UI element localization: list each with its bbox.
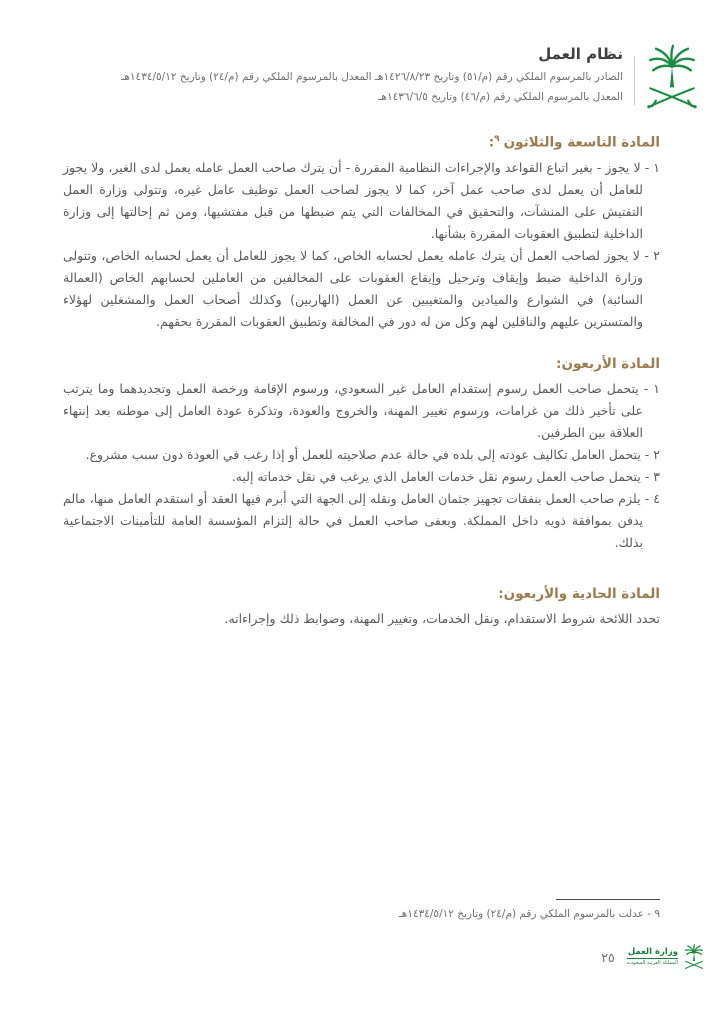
article-40-heading: المادة الأربعون: — [556, 355, 660, 372]
item-text: يتحمل صاحب العمل رسوم إستقدام العامل غير السعودي، ورسوم الإقامة ورخصة العمل وتجديدهما وما يترتب على تأخير ذلك من غرامات، ورسوم تغيير المهنة، والخروج والعودة، وتذكرة عودة العامل إلى موطنه بعد إنتهاء العلاقة بين الطرفين. — [63, 380, 643, 440]
article-40-item-2 — [63, 444, 660, 466]
ministry-of-labor-logo — [627, 944, 705, 970]
ministry-text — [627, 947, 678, 967]
document-header — [63, 45, 623, 107]
footnote-divider — [556, 899, 660, 900]
article-39-heading-text: المادة التاسعة والثلاثون — [503, 134, 660, 151]
ministry-name: وزارة العمل — [627, 947, 678, 957]
item-text: يتحمل العامل تكاليف عودته إلى بلده في حالة عدم صلاحيته للعمل أو إذا رغب في العودة دون سبب مشروع. — [85, 446, 641, 462]
saudi-emblem-icon — [643, 44, 701, 110]
item-text: يلزم صاحب العمل بنفقات تجهيز جثمان العامل ونقله إلى الجهة التي أبرم فيها العقد أو استقدم العامل منها، مالم يدفن بموافقة ذويه داخل المملكة. ويعفى صاحب العمل في حالة إلتزام المؤسسة العامة للتأمينات الاجتماعية بذلك. — [63, 490, 643, 550]
item-number: ١ - — [640, 159, 660, 175]
article-39-heading — [63, 129, 660, 153]
header-divider — [634, 56, 635, 105]
ministry-subtitle: المملكة العربية السعودية — [626, 960, 678, 966]
law-title: نظام العمل — [538, 45, 623, 63]
article-39-footnote-ref: ٩ — [494, 134, 500, 144]
article-39-item-1 — [63, 157, 660, 245]
footnote-area — [63, 899, 660, 922]
footnote-text: ٩ - عدلت بالمرسوم الملكي رقم (م/٢٤) وتاريخ ١٤٣٤/٥/١٢هـ — [398, 908, 660, 920]
item-number: ٤ - — [640, 490, 660, 506]
article-40-item-4 — [63, 488, 660, 554]
page-footer — [601, 944, 705, 970]
article-41-heading: المادة الحادية والأربعون: — [498, 585, 660, 602]
item-text: لا يجوز لصاحب العمل أن يترك عامله يعمل لحسابه الخاص، كما لا يجوز للعامل أن يعمل لحسابه الخاص، وتتولى وزارة الداخلية ضبط وإيقاف وترحيل وإيقاع العقوبات على المخالفين من العاملين لحسابهم الخاص (العمالة السائبة) في الشوارع والميادين والمتغيبين عن العمل (الهاربين) وكذلك أصحاب العمل والمشغلين لهؤلاء والمتسترين عليهم والناقلين لهم وكل من له دور في المخالفة وتطبيق العقوبات المقررة بحقهم. — [63, 247, 643, 329]
article-40-item-1 — [63, 378, 660, 444]
ministry-emblem-icon — [683, 944, 705, 970]
royal-decree-line-1: الصادر بالمرسوم الملكي رقم (م/٥١) وتاريخ ١٤٢٦/٨/٢٣هـ المعدل بالمرسوم الملكي رقم (م/٢٤) وتاريخ ١٤٣٤/٥/١٢هـ — [121, 71, 623, 83]
item-text: لا يجوز - بغير اتباع القواعد والإجراءات النظامية المقررة - أن يترك صاحب العمل عامله يعمل لدى الغير، ولا يجوز للعامل أن يعمل لدى صاحب عمل آخر، كما لا يجوز لصاحب العمل توظيف عامل غيره، وتتولى وزارة العمل التفتيش على المنشآت، والتحقيق في المخالفات التي يتم ضبطها من قبل مفتشيها، ومن ثم إحالتها إلى وزارة الداخلية لتطبيق العقوبات المقررة بشأنها. — [63, 159, 643, 241]
item-number: ٣ - — [640, 468, 660, 484]
law-articles-section — [63, 129, 660, 630]
item-number: ٢ - — [639, 247, 660, 263]
article-39-item-2 — [63, 245, 660, 333]
article-39-heading-colon: : — [488, 134, 495, 151]
item-number: ٢ - — [640, 446, 660, 462]
article-41-body: تحدد اللائحة شروط الاستقدام، ونقل الخدمات، وتغيير المهنة، وضوابط ذلك وإجراءاته. — [224, 610, 660, 626]
article-40-item-3 — [63, 466, 660, 488]
item-number: ١ - — [638, 380, 660, 396]
item-text: يتحمل صاحب العمل رسوم نقل خدمات العامل الذي يرغب في نقل خدماته إليه. — [231, 468, 641, 484]
page-number: ٢٥ — [601, 949, 615, 965]
royal-decree-line-2: المعدل بالمرسوم الملكي رقم (م/٤٦) وتاريخ ١٤٣٦/٦/٥هـ — [378, 91, 623, 103]
